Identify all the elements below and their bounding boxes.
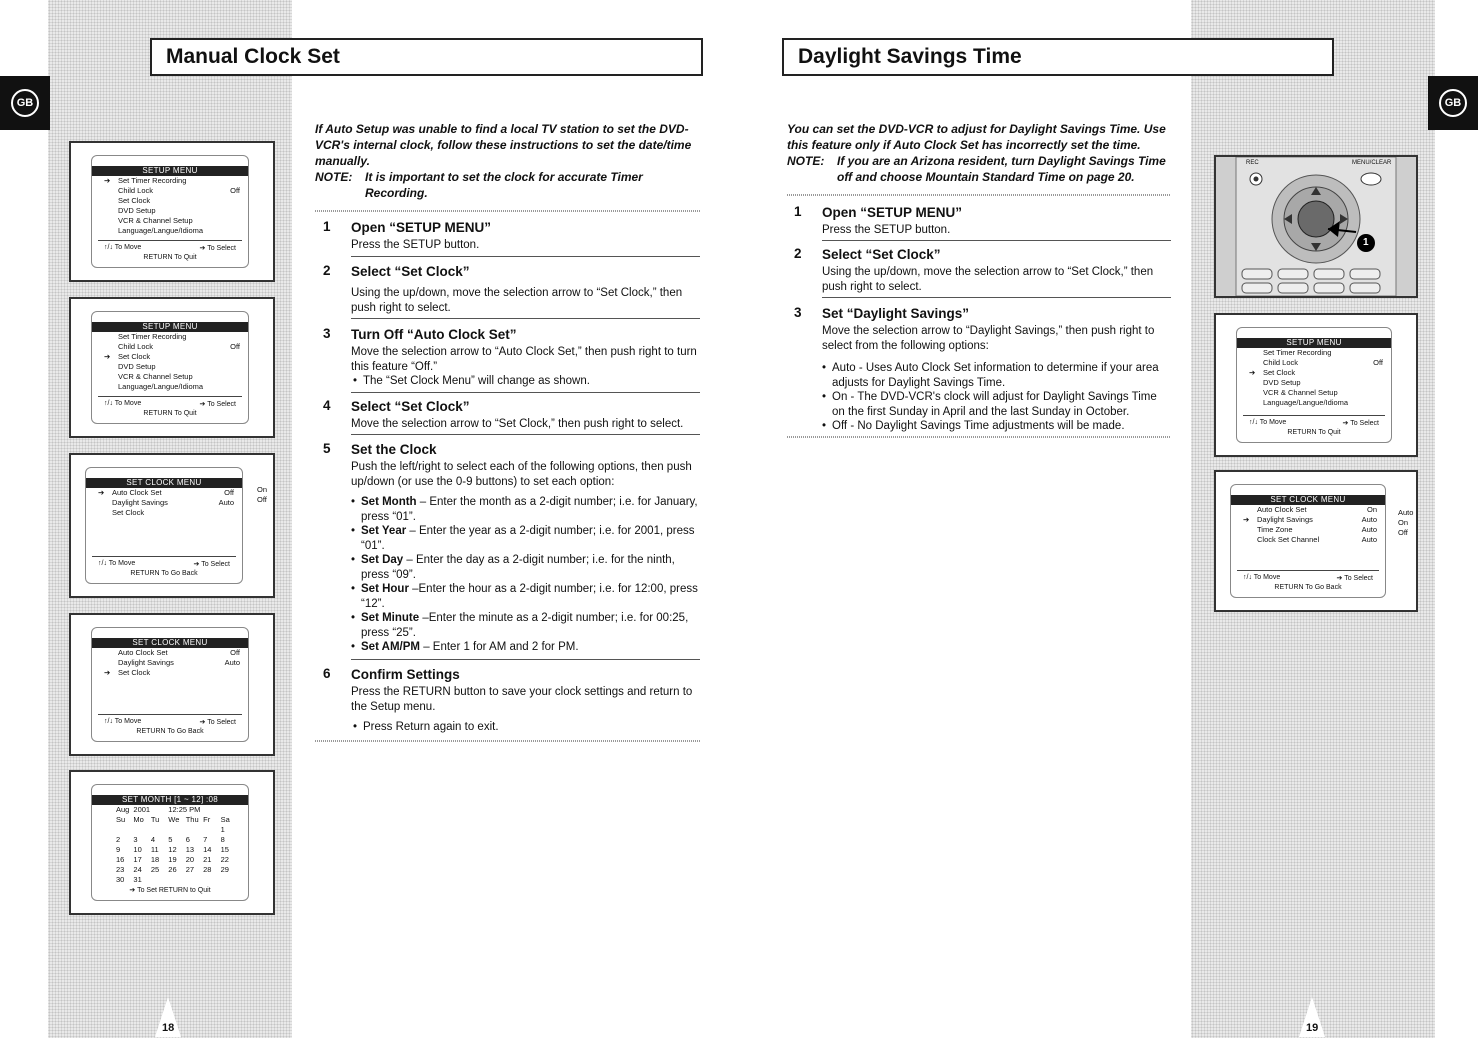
option-name: Set Hour [361, 583, 409, 595]
osd-move-hint: ↑/↓ To Move [98, 560, 136, 567]
option-off: Off [257, 495, 267, 504]
left-intro-text: If Auto Setup was unable to find a local TV station to set the DVD-VCR's internal clock, follow these instructions to set the date/time manually. [315, 122, 692, 168]
osd-item-label: Daylight Savings [1257, 515, 1313, 524]
osd-item-label: Auto Clock Set [118, 648, 168, 657]
osd-select-hint: ➔ To Select [199, 719, 236, 726]
calendar-day: 28 [203, 865, 212, 874]
osd-item [1231, 535, 1385, 545]
left-step-1 [323, 219, 701, 253]
step-body: Using the up/down, move the selection arrow to “Set Clock,” then push right to select. [351, 287, 683, 314]
osd-footer [92, 556, 236, 577]
calendar-day: 16 [116, 855, 125, 864]
callout-number: 1 [1363, 237, 1369, 248]
step-title: Select “Set Clock” [351, 399, 470, 414]
calendar-day [168, 875, 185, 885]
osd-item: Set Timer Recording [118, 332, 187, 341]
option-off: Off [1398, 528, 1408, 537]
calendar-day: 19 [168, 855, 177, 864]
osd-item-value: Auto [224, 658, 240, 667]
calendar-day: 30 [116, 875, 125, 884]
calendar-day: 20 [185, 855, 195, 864]
osd-return-hint: RETURN To Quit [143, 254, 197, 261]
osd-item [92, 342, 248, 352]
left-step-3 [323, 326, 701, 389]
step-rule [351, 318, 700, 319]
osd-return-hint: RETURN To Quit [143, 410, 197, 417]
osd-move-hint: ↑/↓ To Move [104, 244, 142, 251]
calendar-day: 31 [133, 875, 142, 884]
osd-title: SET CLOCK MENU [1231, 495, 1385, 505]
osd-footer [98, 714, 242, 735]
osd-item: ➔ Set Clock [92, 352, 248, 362]
option-name: Set Day [361, 554, 404, 566]
step-title: Set “Daylight Savings” [822, 306, 970, 321]
divider [787, 194, 1171, 196]
osd-item-value: Auto [1361, 515, 1377, 524]
osd-screen-setup-1 [69, 141, 275, 282]
osd-item-label: Child Lock [118, 342, 154, 351]
step-number: 6 [323, 666, 331, 681]
calendar-day [203, 875, 220, 885]
osd-panel [1236, 327, 1392, 443]
osd-title: SET MONTH [1 ~ 12] :08 [92, 795, 248, 805]
osd-item: Language/Langue/Idioma [1263, 398, 1349, 407]
calendar-info-row [116, 805, 238, 815]
osd-screen-clock-right [1214, 470, 1418, 612]
calendar-weekdays [116, 815, 238, 825]
osd-move-hint: ↑/↓ To Move [1243, 574, 1281, 581]
osd-item-label: Child Lock [1263, 358, 1299, 367]
calendar-day: 23 [116, 865, 125, 874]
osd-item: VCR & Channel Setup [118, 372, 193, 381]
calendar-week-row [116, 855, 238, 865]
divider [315, 740, 701, 742]
calendar-day: 18 [150, 855, 160, 864]
clock-options [323, 495, 701, 655]
step-number: 2 [323, 263, 331, 278]
option-on: On [1398, 518, 1409, 527]
option-desc: –Enter the minute as a 2-digit number; i.e. for 00:25, press “25”. [361, 612, 689, 639]
step-body: Move the selection arrow to “Set Clock,” then push right to select. [351, 418, 684, 430]
weekday: Fr [203, 815, 211, 824]
osd-select-hint: ➔ To Select [1336, 575, 1373, 582]
osd-panel [85, 467, 243, 584]
step-title: Confirm Settings [351, 667, 460, 682]
calendar-day [186, 825, 203, 835]
osd-item: Language/Langue/Idioma [118, 226, 204, 235]
dst-option: • On - The DVD-VCR's clock will adjust for Daylight Savings Time on the first Sunday in April and the last Sunday in October. [822, 390, 1172, 419]
step-rule [351, 256, 700, 257]
osd-item [92, 186, 248, 196]
calendar-day: 13 [185, 845, 195, 854]
note-label: NOTE: [787, 154, 825, 168]
step-number: 1 [794, 204, 802, 219]
osd-move-hint: ↑/↓ To Move [104, 718, 142, 725]
calendar-day [133, 825, 150, 835]
calendar-day [116, 825, 133, 835]
osd-item: VCR & Channel Setup [118, 216, 193, 225]
calendar-day: 21 [203, 855, 212, 864]
osd-item-value: Off [230, 648, 240, 657]
step-rule [351, 659, 700, 660]
step-number: 3 [323, 326, 331, 341]
calendar-day: 1 [220, 825, 225, 834]
osd-title: SET CLOCK MENU [92, 638, 248, 648]
osd-panel [1230, 484, 1386, 598]
step-rule [351, 392, 700, 393]
osd-item-value: Off [230, 186, 240, 195]
calendar-day: 4 [150, 835, 156, 844]
step-number: 5 [323, 441, 331, 456]
left-page-title [150, 38, 703, 76]
right-step-1 [794, 204, 1172, 238]
left-step-2 [323, 263, 701, 315]
left-note [315, 169, 705, 201]
step-rule [822, 297, 1171, 298]
step-body: Move the selection arrow to “Daylight Savings,” then push right to select from the following options: [822, 325, 1155, 352]
calendar-day: 24 [133, 865, 142, 874]
osd-item: DVD Setup [118, 206, 156, 215]
gb-language-tab-right [1428, 76, 1478, 130]
calendar-month: Aug [116, 805, 130, 814]
calendar-week-row [116, 835, 238, 845]
osd-item-value: Off [224, 488, 234, 497]
gb-language-tab-left [0, 76, 50, 130]
calendar-day: 27 [185, 865, 195, 874]
osd-item-label: Auto Clock Set [112, 488, 162, 497]
osd-panel [91, 627, 249, 742]
right-note [787, 153, 1179, 185]
osd-item-label: Daylight Savings [118, 658, 174, 667]
weekday: Thu [185, 815, 199, 824]
osd-item [1231, 515, 1385, 525]
divider [315, 210, 701, 212]
calendar-day: 8 [220, 835, 225, 844]
osd-item-label: Child Lock [118, 186, 154, 195]
calendar-day: 7 [203, 835, 208, 844]
note-text: It is important to set the clock for accurate Timer Recording. [365, 170, 643, 200]
step-body: Press the SETUP button. [822, 224, 951, 236]
calendar-day [221, 875, 238, 885]
osd-item-value: Auto [1361, 525, 1377, 534]
step-body: Using the up/down, move the selection arrow to “Set Clock,” then push right to select. [822, 266, 1154, 293]
osd-side-options [1398, 508, 1413, 538]
left-step-6 [323, 666, 701, 735]
right-title-text: Daylight Savings Time [798, 45, 1022, 68]
calendar-day: 2 [116, 835, 121, 844]
dst-option: • Off - No Daylight Savings Time adjustments will be made. [822, 419, 1172, 434]
option-name: Set Month [361, 496, 417, 508]
osd-select-hint: ➔ To Select [1342, 420, 1379, 427]
right-step-3 [794, 305, 1172, 434]
calendar-day: 10 [133, 845, 142, 854]
osd-screen-clock-2 [69, 613, 275, 756]
weekday: Mo [133, 815, 144, 824]
calendar-day: 12 [168, 845, 177, 854]
option-desc: – Enter 1 for AM and 2 for PM. [420, 641, 579, 653]
osd-title: SET CLOCK MENU [86, 478, 242, 488]
calendar-day [168, 825, 185, 835]
step-number: 2 [794, 246, 802, 261]
calendar-day: 14 [203, 845, 212, 854]
step-number: 4 [323, 398, 331, 413]
step-rule [351, 434, 700, 435]
osd-item-label: Time Zone [1257, 525, 1293, 534]
page-number-right: 19 [1306, 1022, 1319, 1034]
step-title: Select “Set Clock” [351, 264, 470, 279]
option-desc: – Enter the month as a 2-digit number; i.e. for January, press “01”. [361, 496, 698, 523]
step-body: Push the left/right to select each of the following options, then push up/down (or use the 0-9 buttons) to set each option: [351, 461, 692, 488]
clock-option [351, 611, 701, 640]
step-title: Open “SETUP MENU” [822, 205, 963, 220]
osd-title: SETUP MENU [92, 322, 248, 332]
weekday: Tu [150, 815, 160, 824]
clock-option [351, 582, 701, 611]
weekday: We [168, 815, 180, 824]
osd-screen-setup-right [1214, 313, 1418, 457]
calendar-week-row [116, 825, 238, 835]
right-intro [787, 121, 1179, 185]
calendar-day: 11 [150, 845, 159, 854]
osd-item: Language/Langue/Idioma [118, 382, 204, 391]
calendar-footer: ➔ To Set RETURN to Quit [129, 887, 211, 894]
osd-title: SETUP MENU [1237, 338, 1391, 348]
osd-move-hint: ↑/↓ To Move [1249, 419, 1287, 426]
clock-option [351, 553, 701, 582]
option-auto: Auto [1398, 508, 1414, 517]
osd-return-hint: RETURN To Go Back [1274, 584, 1342, 591]
calendar-day: 9 [116, 845, 121, 854]
osd-item-value: Off [230, 342, 240, 351]
remote-control-image [1214, 155, 1418, 298]
page-number-left: 18 [162, 1022, 175, 1034]
calendar-day: 6 [185, 835, 190, 844]
calendar-day: 25 [150, 865, 160, 874]
calendar-day [151, 875, 168, 885]
calendar-week-row [116, 845, 238, 855]
osd-panel [91, 784, 249, 901]
step-bullet: • Press Return again to exit. [351, 720, 701, 735]
osd-item-value: Off [1373, 358, 1383, 367]
calendar [92, 805, 248, 885]
clock-option [351, 524, 701, 553]
osd-item: Set Clock [112, 508, 145, 517]
osd-return-hint: RETURN To Quit [1287, 429, 1341, 436]
calendar-day: 22 [220, 855, 229, 864]
osd-item: DVD Setup [1263, 378, 1301, 387]
osd-item-label: Clock Set Channel [1257, 535, 1320, 544]
option-name: Set Minute [361, 612, 420, 624]
calendar-day: 17 [133, 855, 142, 864]
step-rule [822, 240, 1171, 241]
gb-label: GB [1439, 89, 1467, 117]
osd-return-hint: RETURN To Go Back [136, 728, 204, 735]
calendar-day [203, 825, 220, 835]
osd-screen-setup-2 [69, 297, 275, 438]
clock-option [351, 640, 701, 655]
weekday: Sa [220, 815, 230, 824]
calendar-day: 5 [168, 835, 173, 844]
osd-item: ➔ Set Clock [1237, 368, 1391, 378]
option-on: On [257, 485, 268, 494]
option-desc: – Enter the day as a 2-digit number; i.e. for the ninth, press “09”. [361, 554, 675, 581]
step-body: Press the RETURN button to save your clock settings and return to the Setup menu. [351, 686, 693, 713]
osd-item [86, 498, 242, 508]
osd-item-label: Auto Clock Set [1257, 505, 1307, 514]
osd-item-value: On [1366, 505, 1377, 514]
step-title: Turn Off “Auto Clock Set” [351, 327, 517, 342]
step-title: Set the Clock [351, 442, 437, 457]
divider [787, 436, 1171, 438]
osd-footer [98, 396, 242, 417]
osd-item: DVD Setup [118, 362, 156, 371]
step-bullet: • The “Set Clock Menu” will change as shown. [351, 374, 701, 389]
calendar-day: 3 [133, 835, 138, 844]
osd-item: ➔ Set Clock [92, 668, 248, 678]
osd-side-options [257, 485, 267, 505]
weekday: Su [116, 815, 126, 824]
menu-clear-label: MENU/CLEAR [1352, 160, 1392, 166]
calendar-day: 15 [220, 845, 229, 854]
calendar-year: 2001 [133, 805, 151, 814]
osd-panel [91, 155, 249, 268]
option-desc: – Enter the year as a 2-digit number; i.e. for 2001, press “01”. [361, 525, 695, 552]
osd-item-value: Auto [1361, 535, 1377, 544]
osd-item: ➔ Set Timer Recording [92, 176, 248, 186]
step-body: Press the SETUP button. [351, 239, 480, 251]
osd-item [1231, 505, 1385, 515]
gb-label: GB [11, 89, 39, 117]
calendar-weeks [116, 825, 238, 885]
dst-options [794, 361, 1172, 434]
left-title-text: Manual Clock Set [166, 45, 340, 68]
calendar-week-row [116, 865, 238, 875]
rec-label: REC [1246, 160, 1259, 166]
osd-item [92, 658, 248, 668]
left-step-5 [323, 441, 701, 655]
step-number: 1 [323, 219, 331, 234]
osd-select-hint: ➔ To Select [199, 401, 236, 408]
calendar-day: 29 [220, 865, 229, 874]
right-step-2 [794, 246, 1172, 294]
osd-select-hint: ➔ To Select [199, 245, 236, 252]
osd-item [92, 648, 248, 658]
osd-select-hint: ➔ To Select [193, 561, 230, 568]
option-name: Set AM/PM [361, 641, 420, 653]
osd-item [86, 488, 242, 498]
remote-control-illustration [1216, 157, 1416, 296]
osd-item [1231, 525, 1385, 535]
calendar-week-row [116, 875, 238, 885]
osd-screen-calendar [69, 770, 275, 915]
note-label: NOTE: [315, 170, 353, 184]
right-intro-text: You can set the DVD-VCR to adjust for Daylight Savings Time. Use this feature only if Auto Clock Set has incorrectly set the time. [787, 122, 1166, 152]
osd-title: SETUP MENU [92, 166, 248, 176]
clock-option [351, 495, 701, 524]
osd-footer [1243, 415, 1385, 436]
osd-item-value: Auto [218, 498, 234, 507]
step-title: Select “Set Clock” [822, 247, 941, 262]
option-desc: –Enter the hour as a 2-digit number; i.e. for 12:00, press “12”. [361, 583, 698, 610]
osd-item-label: Daylight Savings [112, 498, 168, 507]
dst-option: • Auto - Uses Auto Clock Set information to determine if your area adjusts for Daylight Savings Time. [822, 361, 1172, 390]
right-page-title [782, 38, 1334, 76]
note-text: If you are an Arizona resident, turn Daylight Savings Time off and choose Mountain Standard Time on page 20. [837, 154, 1166, 184]
calendar-day [151, 825, 168, 835]
osd-footer [98, 240, 242, 261]
osd-return-hint: RETURN To Go Back [130, 570, 198, 577]
osd-footer [1237, 570, 1379, 591]
osd-move-hint: ↑/↓ To Move [104, 400, 142, 407]
step-title: Open “SETUP MENU” [351, 220, 492, 235]
osd-screen-clock-1 [69, 453, 275, 598]
step-number: 3 [794, 305, 802, 320]
osd-item [1237, 358, 1391, 368]
osd-item: VCR & Channel Setup [1263, 388, 1338, 397]
left-step-4 [323, 398, 701, 432]
left-intro [315, 121, 705, 201]
option-name: Set Year [361, 525, 407, 537]
calendar-time: 12:25 PM [168, 805, 201, 814]
calendar-day: 26 [168, 865, 177, 874]
osd-panel [91, 311, 249, 424]
osd-item: Set Timer Recording [1263, 348, 1332, 357]
calendar-day [186, 875, 203, 885]
osd-item: Set Clock [118, 196, 151, 205]
step-body: Move the selection arrow to “Auto Clock Set,” then push right to turn this feature “Off.” [351, 346, 697, 373]
